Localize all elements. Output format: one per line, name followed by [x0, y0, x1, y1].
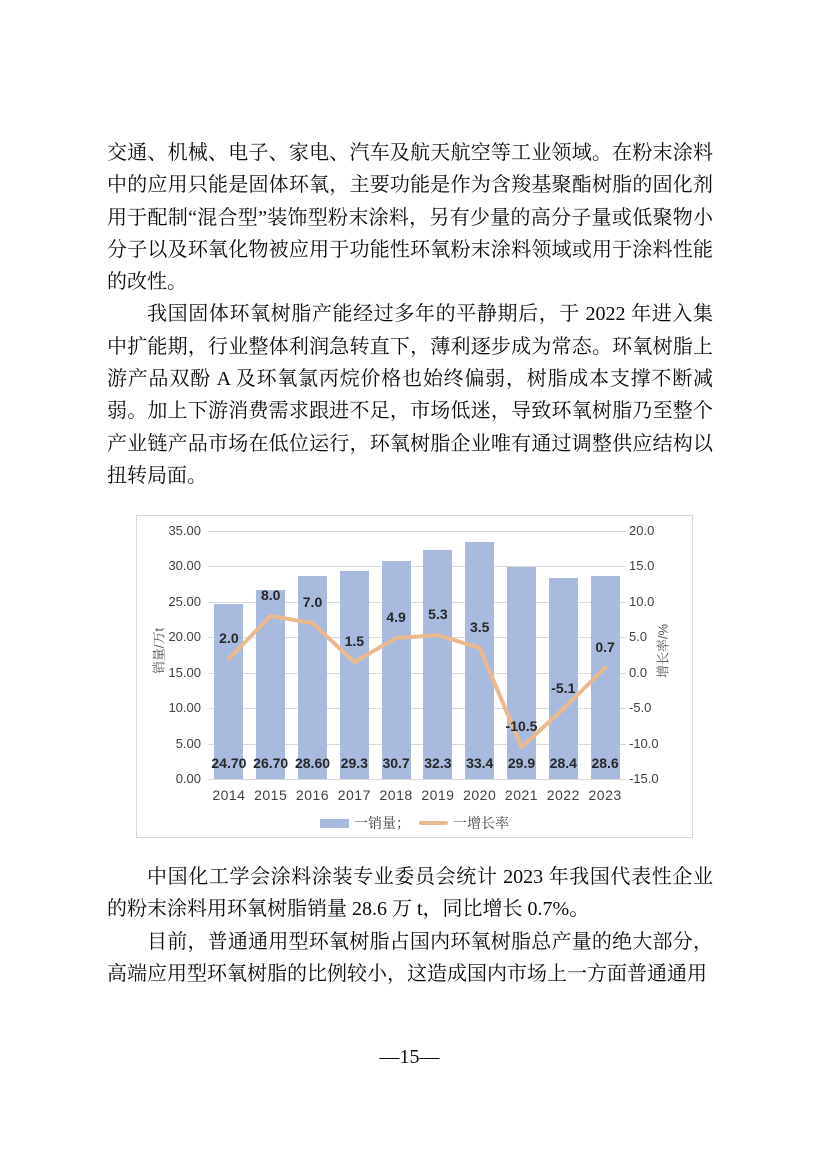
x-axis-label-2017: 2017 — [337, 787, 371, 803]
sales-bar-swatch-icon — [320, 819, 349, 828]
x-axis-label-2014: 2014 — [212, 787, 246, 803]
paragraph-applications: 交通、机械、电子、家电、汽车及航天航空等工业领域。在粉末涂料中的应用只能是固体环氧，主要功能是作为含羧基聚酯树脂的固化剂用于配制“混合型”装饰型粉末涂料，另有少量的高分子量或低聚物小分子以及环氧化物被应用于功能性环氧粉末涂料领域或用于涂料性能的改性。 — [107, 142, 713, 294]
sales-value-label: 28.60 — [294, 755, 331, 771]
right-axis-tick: 20.0 — [629, 523, 655, 538]
right-axis-tick: 5.0 — [629, 629, 648, 645]
x-axis-label-2023: 2023 — [588, 787, 622, 803]
growth-value-label: -10.5 — [505, 718, 538, 735]
page-number: —15— — [379, 1046, 440, 1068]
left-axis-title: 销量/万t — [151, 627, 167, 675]
right-axis-title: 增长率/% — [655, 623, 671, 679]
right-axis-tick: 10.0 — [629, 593, 655, 609]
growth-line-swatch-icon — [419, 821, 448, 825]
legend-item-growth — [419, 813, 509, 833]
left-axis-tick: 25.00 — [168, 593, 201, 609]
left-axis-tick: 20.00 — [168, 629, 201, 645]
right-axis-tick: -15.0 — [629, 771, 659, 786]
sales-value-label: 29.9 — [507, 755, 536, 771]
sales-value-label: 28.4 — [549, 755, 577, 771]
x-axis-label-2022: 2022 — [546, 787, 580, 803]
left-axis-tick: 30.00 — [168, 558, 201, 574]
left-axis-tick: 15.00 — [168, 664, 201, 680]
legend-label-sales: 一销量； — [354, 815, 410, 831]
sales-value-label: 32.3 — [424, 755, 452, 771]
legend-label-growth: 一增长率 — [453, 815, 509, 831]
growth-value-label: 7.0 — [302, 594, 323, 611]
text-block-lower — [107, 861, 713, 990]
growth-value-label: 5.3 — [428, 606, 448, 623]
right-axis-tick: 0.0 — [629, 664, 648, 680]
growth-line — [208, 531, 626, 779]
paragraph-market-situation: 我国固体环氧树脂产能经过多年的平静期后，于 2022 年进入集中扩能期，行业整体利润急转直下，薄利逐步成为常态。环氧树脂上游产品双酚 A 及环氧氯丙烷价格也始终偏弱，树脂成本支撑不断减弱。加上下游消费需求跟进不足，市场低迷，导致环氧树脂乃至整个产业链产品市场在低位运行，环氧树脂企业唯有通过调整供应结构以扭转局面。 — [107, 303, 713, 487]
left-axis-tick: 0.00 — [175, 771, 201, 786]
sales-value-label: 24.70 — [211, 755, 247, 771]
sales-value-label: 33.4 — [466, 755, 494, 771]
left-axis-tick: 5.00 — [175, 735, 201, 751]
left-axis-tick: 10.00 — [168, 700, 201, 716]
chart-plot-area — [208, 531, 626, 779]
right-axis-tick: -10.0 — [629, 735, 659, 751]
paragraph-outlook: 目前，普通通用型环氧树脂占国内环氧树脂总产量的绝大部分，高端应用型环氧树脂的比例较小，这造成国内市场上一方面普通通用 — [107, 930, 713, 985]
growth-value-label: 4.9 — [386, 608, 406, 625]
sales-value-label: 30.7 — [382, 755, 410, 771]
x-axis-label-2021: 2021 — [504, 787, 539, 803]
growth-value-label: -5.1 — [551, 679, 576, 696]
left-axis-tick: 35.00 — [168, 523, 201, 538]
growth-value-label: 3.5 — [469, 618, 490, 635]
sales-value-label: 29.3 — [340, 755, 368, 771]
growth-value-label: 8.0 — [260, 587, 281, 604]
sales-value-label: 28.6 — [591, 755, 619, 771]
x-axis-label-2020: 2020 — [463, 787, 497, 803]
text-block-upper — [107, 137, 713, 492]
paragraph-statistics: 中国化工学会涂料涂装专业委员会统计 2023 年我国代表性企业的粉末涂料用环氧树脂销量 28.6 万 t，同比增长 0.7%。 — [107, 866, 713, 921]
right-axis-tick: -5.0 — [629, 700, 652, 716]
x-axis-label-2019: 2019 — [421, 787, 455, 803]
sales-value-label: 26.70 — [253, 755, 289, 771]
gridline — [208, 779, 626, 780]
x-axis-label-2018: 2018 — [379, 787, 413, 803]
legend-item-sales — [320, 813, 410, 833]
sales-growth-chart — [136, 515, 693, 838]
right-axis-tick: 15.0 — [629, 558, 655, 574]
growth-value-label: 1.5 — [344, 633, 365, 650]
x-axis-label-2015: 2015 — [254, 787, 288, 803]
growth-value-label: 0.7 — [595, 638, 615, 655]
chart-legend — [137, 813, 692, 833]
x-axis-label-2016: 2016 — [295, 787, 330, 803]
growth-value-label: 2.0 — [219, 629, 239, 646]
